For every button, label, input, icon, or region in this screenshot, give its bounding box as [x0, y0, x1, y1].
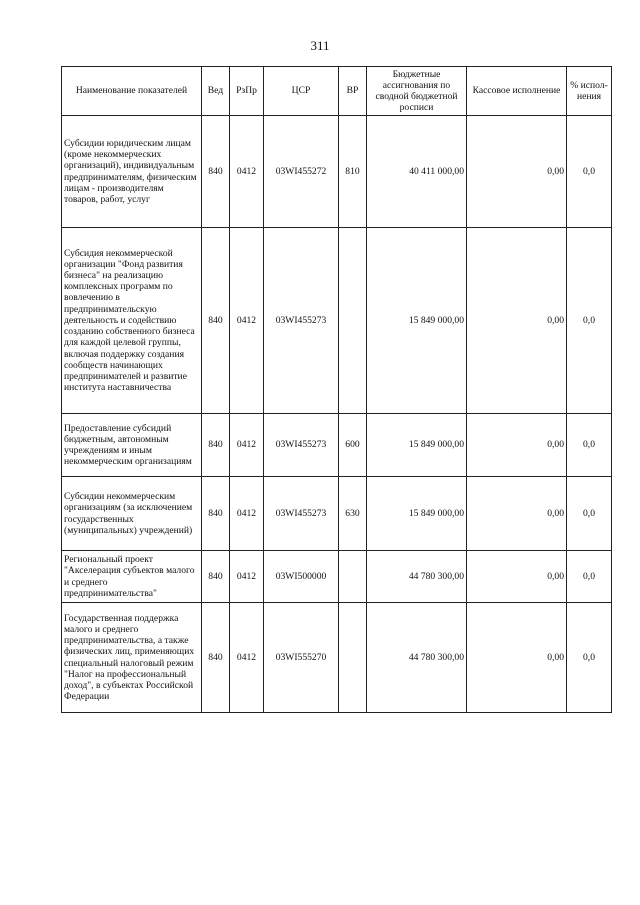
table-row [62, 477, 612, 551]
row-ved: 840 [202, 228, 230, 414]
row-vr [339, 551, 367, 603]
row-percent: 0,0 [567, 603, 612, 713]
row-csr: 03WI500000 [264, 551, 339, 603]
row-cash: 0,00 [467, 116, 567, 228]
row-percent: 0,0 [567, 414, 612, 477]
row-percent: 0,0 [567, 116, 612, 228]
row-csr: 03WI555270 [264, 603, 339, 713]
row-cash: 0,00 [467, 414, 567, 477]
header-vr: ВР [339, 67, 367, 116]
row-name: Субсидии юридическим лицам (кроме некоммерческих организаций), индивидуальным предпринимателям, физическим лицам - производителям товаров, работ, услуг [62, 116, 202, 228]
row-rzpr: 0412 [230, 603, 264, 713]
row-budget: 15 849 000,00 [367, 477, 467, 551]
row-percent: 0,0 [567, 551, 612, 603]
row-name: Предоставление субсидий бюджетным, автономным учреждениям и иным некоммерческим организациям [62, 414, 202, 477]
header-rzpr: РзПр [230, 67, 264, 116]
row-vr [339, 228, 367, 414]
row-name: Региональный проект "Акселерация субъектов малого и среднего предпринимательства" [62, 551, 202, 603]
header-percent: % испол-нения [567, 67, 612, 116]
row-ved: 840 [202, 603, 230, 713]
row-csr: 03WI455272 [264, 116, 339, 228]
table-header-row [62, 67, 612, 116]
row-percent: 0,0 [567, 228, 612, 414]
row-rzpr: 0412 [230, 477, 264, 551]
row-rzpr: 0412 [230, 414, 264, 477]
table-row [62, 116, 612, 228]
budget-table [61, 66, 612, 713]
row-csr: 03WI455273 [264, 477, 339, 551]
row-budget: 15 849 000,00 [367, 414, 467, 477]
row-rzpr: 0412 [230, 551, 264, 603]
row-rzpr: 0412 [230, 116, 264, 228]
row-vr: 600 [339, 414, 367, 477]
row-csr: 03WI455273 [264, 414, 339, 477]
row-ved: 840 [202, 477, 230, 551]
header-ved: Вед [202, 67, 230, 116]
row-percent: 0,0 [567, 477, 612, 551]
row-name: Субсидии некоммерческим организациям (за исключением государственных (муниципальных) учреждений) [62, 477, 202, 551]
row-vr [339, 603, 367, 713]
header-budget: Бюджетные ассигнования по сводной бюджетной росписи [367, 67, 467, 116]
table-row [62, 414, 612, 477]
row-name: Государственная поддержка малого и среднего предпринимательства, а также физических лиц, применяющих специальный налоговый режим "Налог на профессиональный доход", в субъектах Российской Федерации [62, 603, 202, 713]
row-budget: 40 411 000,00 [367, 116, 467, 228]
header-name: Наименование показателей [62, 67, 202, 116]
row-budget: 15 849 000,00 [367, 228, 467, 414]
table-row [62, 228, 612, 414]
header-cash: Кассовое исполнение [467, 67, 567, 116]
page-number: 311 [310, 38, 330, 53]
row-name: Субсидия некоммерческой организации "Фонд развития бизнеса" на реализацию комплексных программ по вовлечению в предпринимательскую деятельность и содействию созданию собственного бизнеса для каждой целевой группы, включая поддержку создания сообществ начинающих предпринимателей и развитие института наставничества [62, 228, 202, 414]
table-row [62, 551, 612, 603]
row-cash: 0,00 [467, 603, 567, 713]
row-vr: 630 [339, 477, 367, 551]
row-csr: 03WI455273 [264, 228, 339, 414]
header-csr: ЦСР [264, 67, 339, 116]
row-cash: 0,00 [467, 228, 567, 414]
row-budget: 44 780 300,00 [367, 603, 467, 713]
row-ved: 840 [202, 414, 230, 477]
row-cash: 0,00 [467, 477, 567, 551]
row-cash: 0,00 [467, 551, 567, 603]
row-budget: 44 780 300,00 [367, 551, 467, 603]
row-ved: 840 [202, 551, 230, 603]
row-ved: 840 [202, 116, 230, 228]
table-row [62, 603, 612, 713]
row-rzpr: 0412 [230, 228, 264, 414]
row-vr: 810 [339, 116, 367, 228]
